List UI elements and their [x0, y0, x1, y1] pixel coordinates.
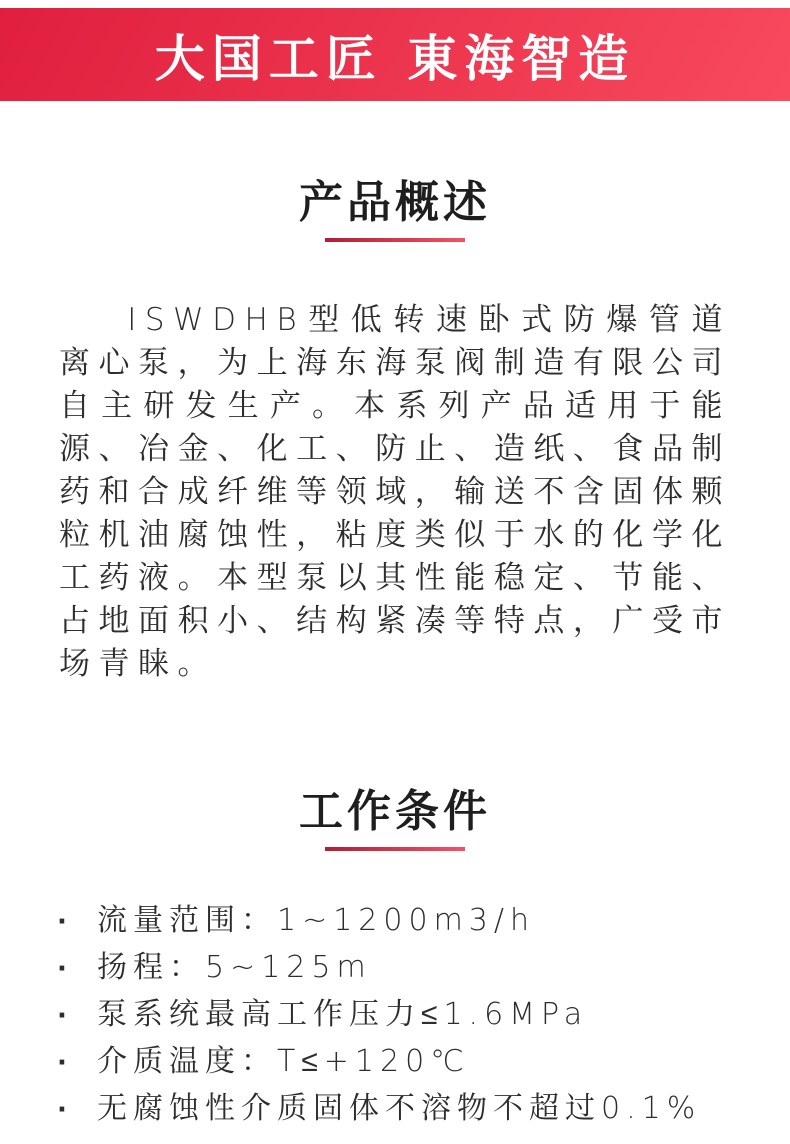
condition-item-text: 泵系统最高工作压力≤1.6MPa	[97, 997, 589, 1032]
condition-item-text: 介质温度：T≤+120℃	[97, 1044, 470, 1079]
bullet-dot-icon: ·	[57, 1001, 73, 1031]
condition-list-item	[57, 992, 733, 1039]
condition-list-item	[57, 1039, 733, 1086]
condition-item-text: 流量范围：1~1200m3/h	[97, 903, 536, 938]
overview-paragraph: ISWDHB型低转速卧式防爆管道离心泵，为上海东海泵阀制造有限公司自主研发生产。本系列产品适用于能源、冶金、化工、防止、造纸、食品制药和合成纤维等领域，输送不含固体颗粒机油腐蚀性，粘度类似于水的化学化工药液。本型泵以其性能稳定、节能、占地面积小、结构紧凑等特点，广受市场青睐。	[59, 302, 731, 682]
section-title-overview: 产品概述	[299, 177, 491, 228]
title-underline	[325, 847, 465, 851]
title-underline	[325, 238, 465, 242]
conditions-list	[57, 898, 733, 1133]
bullet-dot-icon: ·	[57, 1095, 73, 1125]
bullet-dot-icon: ·	[57, 954, 73, 984]
condition-list-item	[57, 1086, 733, 1133]
brand-banner	[0, 8, 790, 101]
condition-item-text: 扬程：5~125m	[97, 950, 372, 985]
product-detail-page	[0, 8, 790, 1144]
condition-item-text: 无腐蚀性介质固体不溶物不超过0.1%	[97, 1091, 702, 1126]
section-working-conditions	[0, 786, 790, 1133]
bullet-dot-icon: ·	[57, 907, 73, 937]
section-title-conditions: 工作条件	[299, 786, 491, 837]
section-product-overview	[0, 177, 790, 686]
bullet-dot-icon: ·	[57, 1048, 73, 1078]
condition-list-item	[57, 898, 733, 945]
banner-title: 大国工匠 東海智造	[154, 29, 636, 88]
condition-list-item	[57, 945, 733, 992]
